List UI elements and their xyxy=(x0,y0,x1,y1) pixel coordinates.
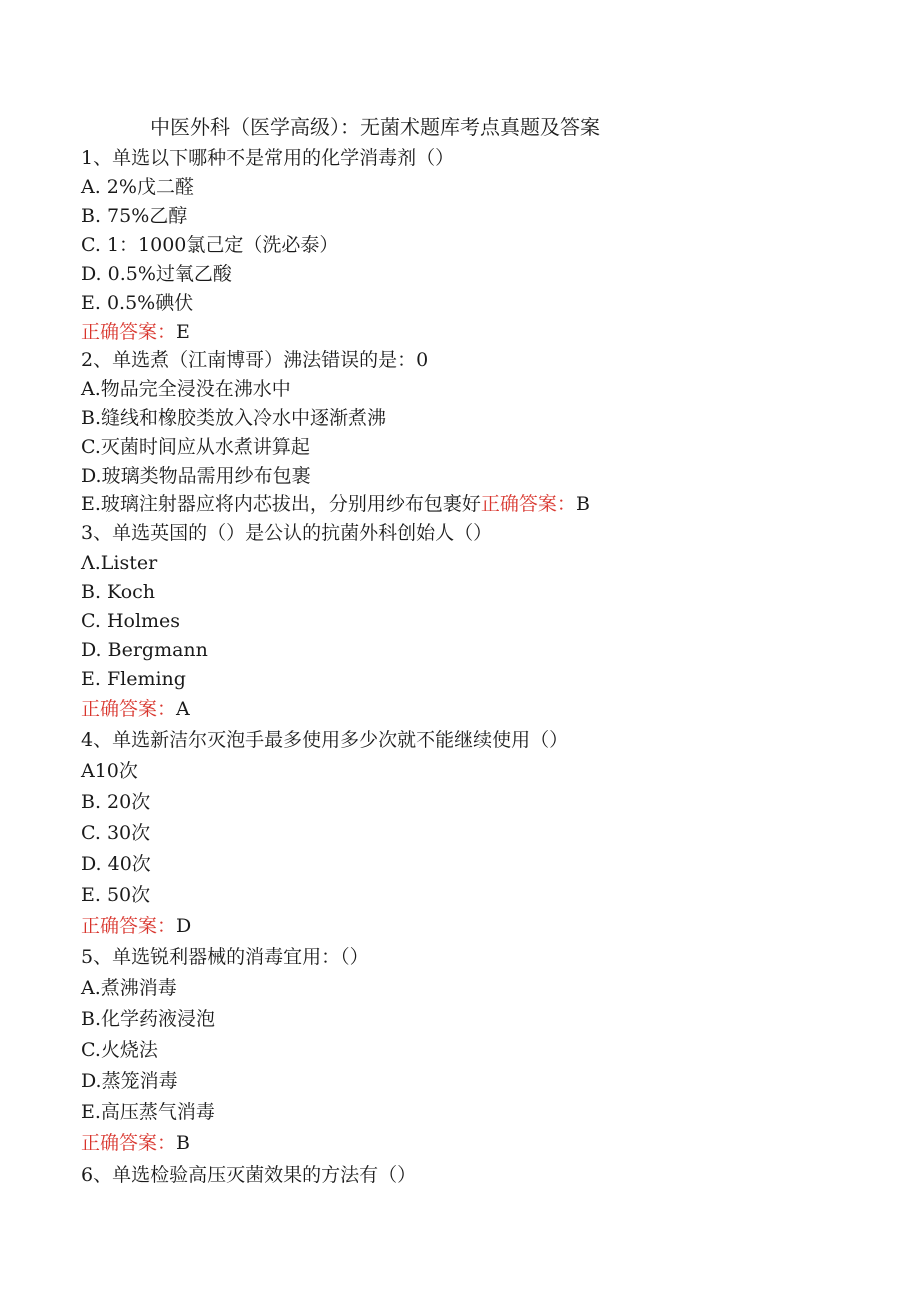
question-1-option-b: B. 75%乙醇 xyxy=(81,205,188,227)
question-3-option-b: B. Koch xyxy=(81,581,156,603)
question-3-option-a: Λ.Lister xyxy=(81,552,158,574)
question-5-option-e: E.高压蒸气消毒 xyxy=(81,1101,215,1123)
question-4-stem: 4、单选新洁尔灭泡手最多使用多少次就不能继续使用（） xyxy=(81,729,569,751)
question-5-option-d: D.蒸笼消毒 xyxy=(81,1070,178,1092)
answer-value: D xyxy=(176,915,192,937)
answer-value: B xyxy=(575,493,590,515)
question-2-option-e-with-answer xyxy=(81,490,590,518)
question-1-option-a: A. 2%戊二醛 xyxy=(81,176,194,198)
question-3-answer xyxy=(81,695,190,723)
question-5-option-b: B.化学药液浸泡 xyxy=(81,1008,216,1030)
answer-label: 正确答案： xyxy=(81,1132,177,1154)
question-1-option-d: D. 0.5%过氧乙酸 xyxy=(81,263,232,285)
answer-label: 正确答案： xyxy=(81,915,177,937)
question-1-option-e: E. 0.5%碘伏 xyxy=(81,292,194,314)
question-4-option-c: C. 30次 xyxy=(81,822,151,844)
question-1-answer xyxy=(81,318,190,346)
answer-label: 正确答案： xyxy=(81,321,177,343)
question-4-option-a: A10次 xyxy=(81,760,138,782)
answer-value: A xyxy=(176,698,190,720)
question-5-option-c: C.火烧法 xyxy=(81,1039,158,1061)
answer-label: 正确答案： xyxy=(81,698,177,720)
question-4-option-e: E. 50次 xyxy=(81,884,151,906)
document-title: 中医外科（医学高级）：无菌术题库考点真题及答案 xyxy=(150,115,600,139)
question-3-option-e: E. Fleming xyxy=(81,668,186,690)
question-1-stem: 1、单选以下哪种不是常用的化学消毒剂（） xyxy=(81,147,455,169)
question-4-option-d: D. 40次 xyxy=(81,853,151,875)
question-3-option-d: D. Bergmann xyxy=(81,639,208,661)
question-2-option-c: C.灭菌时间应从水煮讲算起 xyxy=(81,436,310,458)
question-2-option-d: D.玻璃类物品需用纱布包裹 xyxy=(81,465,311,487)
answer-value: B xyxy=(176,1132,190,1154)
question-1-option-c: C. 1：1000氯己定（洗必泰） xyxy=(81,234,339,256)
question-5-option-a: A.煮沸消毒 xyxy=(81,977,177,999)
question-2-stem: 2、单选煮（江南博哥）沸法错误的是：0 xyxy=(81,349,429,371)
question-4-option-b: B. 20次 xyxy=(81,791,151,813)
question-3-stem: 3、单选英国的（）是公认的抗菌外科创始人（） xyxy=(81,522,493,544)
question-6-stem: 6、单选检验高压灭菌效果的方法有（） xyxy=(81,1164,417,1186)
question-2-option-a: A.物品完全浸没在沸水中 xyxy=(81,378,291,400)
question-2-option-e: E.玻璃注射器应将内芯拔出，分别用纱布包裹好 xyxy=(81,493,481,515)
question-5-stem: 5、单选锐利器械的消毒宜用：（） xyxy=(81,946,369,968)
question-5-answer xyxy=(81,1129,190,1157)
answer-value: E xyxy=(176,321,190,343)
answer-label: 正确答案： xyxy=(480,493,576,515)
question-2-option-b: B.缝线和橡胶类放入冷水中逐渐煮沸 xyxy=(81,407,387,429)
question-3-option-c: C. Holmes xyxy=(81,610,181,632)
question-4-answer xyxy=(81,912,191,940)
